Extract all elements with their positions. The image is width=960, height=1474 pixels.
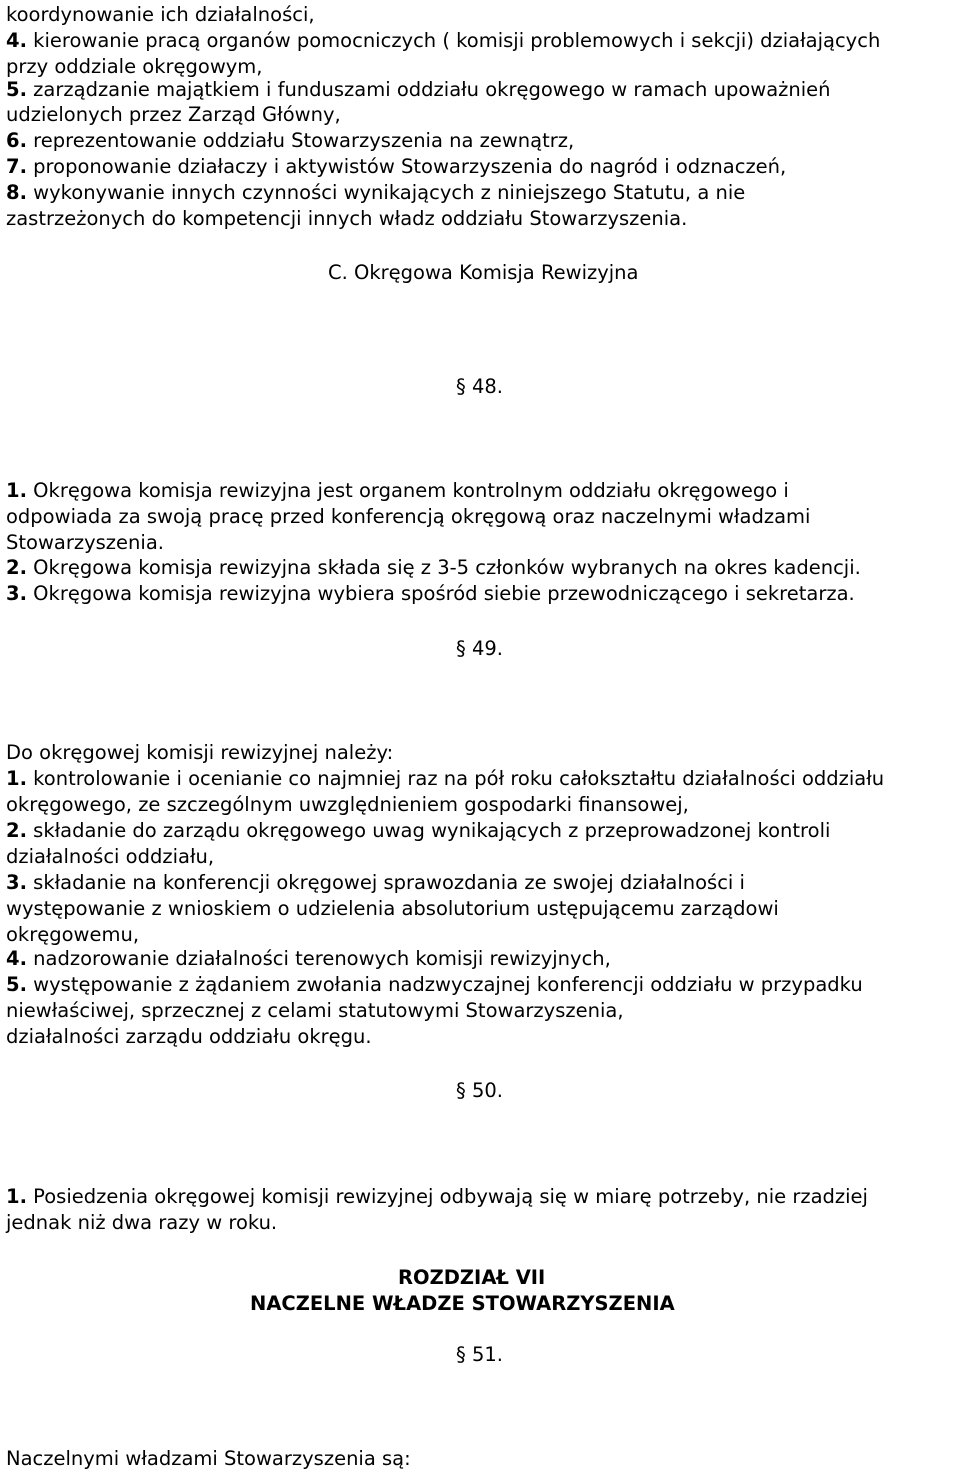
- chapter-title: ROZDZIAŁ VII: [398, 1266, 546, 1289]
- list-line: 8. wykonywanie innych czynności wynikających z niniejszego Statutu, a nie: [6, 181, 746, 204]
- section-sign-icon: §: [456, 1343, 472, 1366]
- paragraph-number: § 49.: [456, 637, 503, 660]
- list-line: 2. składanie do zarządu okręgowego uwag wynikających z przeprowadzonej kontroli: [6, 819, 831, 842]
- list-line: okręgowego, ze szczególnym uwzględnieniem gospodarki finansowej,: [6, 793, 689, 816]
- section-heading: C. Okręgowa Komisja Rewizyjna: [328, 261, 639, 284]
- list-line: koordynowanie ich działalności,: [6, 3, 315, 26]
- list-line: działalności zarządu oddziału okręgu.: [6, 1025, 372, 1048]
- list-line: 7. proponowanie działaczy i aktywistów Stowarzyszenia do nagród i odznaczeń,: [6, 155, 787, 178]
- list-line: Stowarzyszenia.: [6, 531, 164, 554]
- paragraph-number: § 50.: [456, 1079, 503, 1102]
- list-line: 2. Okręgowa komisja rewizyjna składa się z 3-5 członków wybranych na okres kadencji.: [6, 556, 861, 579]
- list-line: zastrzeżonych do kompetencji innych władz oddziału Stowarzyszenia.: [6, 207, 688, 230]
- chapter-subtitle: NACZELNE WŁADZE STOWARZYSZENIA: [250, 1292, 675, 1315]
- list-line: 4. nadzorowanie działalności terenowych komisji rewizyjnych,: [6, 947, 611, 970]
- body-line: Naczelnymi władzami Stowarzyszenia są:: [6, 1447, 411, 1470]
- list-line: 3. składanie na konferencji okręgowej sprawozdania ze swojej działalności i: [6, 871, 745, 894]
- list-line: 5. występowanie z żądaniem zwołania nadzwyczajnej konferencji oddziału w przypadku: [6, 973, 863, 996]
- list-line: 1. Okręgowa komisja rewizyjna jest organem kontrolnym oddziału okręgowego i: [6, 479, 789, 502]
- list-line: niewłaściwej, sprzecznej z celami statutowymi Stowarzyszenia,: [6, 999, 624, 1022]
- list-line: jednak niż dwa razy w roku.: [6, 1211, 278, 1234]
- list-line: działalności oddziału,: [6, 845, 215, 868]
- list-line: 1. kontrolowanie i ocenianie co najmniej raz na pół roku całokształtu działalności oddziału: [6, 767, 885, 790]
- list-line: 6. reprezentowanie oddziału Stowarzyszenia na zewnątrz,: [6, 129, 575, 152]
- list-line: 3. Okręgowa komisja rewizyjna wybiera spośród siebie przewodniczącego i sekretarza.: [6, 582, 855, 605]
- section-sign-icon: §: [456, 1079, 472, 1102]
- section-sign-icon: §: [456, 637, 472, 660]
- list-line: okręgowemu,: [6, 923, 140, 946]
- list-line: Do okręgowej komisji rewizyjnej należy:: [6, 741, 394, 764]
- paragraph-number: § 51.: [456, 1343, 503, 1366]
- list-line: odpowiada za swoją pracę przed konferencją okręgową oraz naczelnymi władzami: [6, 505, 811, 528]
- paragraph-number: § 48.: [456, 375, 503, 398]
- list-line: przy oddziale okręgowym,: [6, 55, 263, 78]
- list-line: występowanie z wnioskiem o udzielenia absolutorium ustępującemu zarządowi: [6, 897, 779, 920]
- section-sign-icon: §: [456, 375, 472, 398]
- list-line: 4. kierowanie pracą organów pomocniczych ( komisji problemowych i sekcji) działających: [6, 29, 881, 52]
- list-line: udzielonych przez Zarząd Główny,: [6, 103, 341, 126]
- list-line: 5. zarządzanie majątkiem i funduszami oddziału okręgowego w ramach upoważnień: [6, 78, 831, 101]
- list-line: 1. Posiedzenia okręgowej komisji rewizyjnej odbywają się w miarę potrzeby, nie rzadziej: [6, 1185, 868, 1208]
